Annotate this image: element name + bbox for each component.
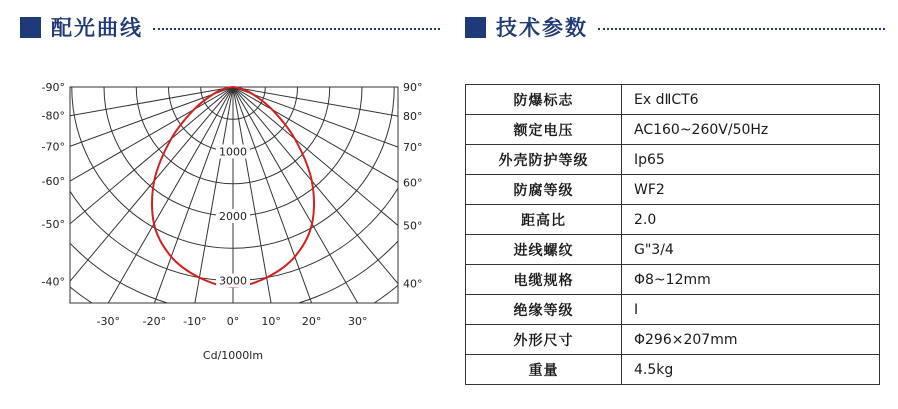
param-key: 防爆标志	[466, 85, 622, 115]
grid-radial-line	[233, 87, 460, 380]
angle-label-bottom: -10°	[183, 315, 207, 328]
param-row	[466, 85, 880, 115]
param-key: 外形尺寸	[466, 325, 622, 355]
param-value: G"3/4	[622, 235, 880, 265]
param-key: 防腐等级	[466, 175, 622, 205]
grid-radial-line	[233, 87, 460, 261]
param-key: 进线螺纹	[466, 235, 622, 265]
grid-radial-line	[0, 87, 233, 380]
angle-label-bottom: 10°	[261, 315, 281, 328]
param-key: 绝缘等级	[466, 295, 622, 325]
grid-radial-line	[0, 87, 233, 380]
param-value: Ip65	[622, 145, 880, 175]
param-row	[466, 235, 880, 265]
angle-label-left: -70°	[41, 140, 65, 154]
grid-radial-line	[233, 87, 460, 380]
angle-label-right: 60°	[403, 176, 423, 190]
angle-label-bottom: 30°	[347, 315, 368, 328]
tech-params-header	[465, 12, 885, 42]
angle-label-right: 70°	[403, 141, 423, 155]
param-row	[466, 265, 880, 295]
param-value: 4.5kg	[622, 355, 880, 385]
grid-radial-line	[0, 87, 233, 380]
param-key: 距高比	[466, 205, 622, 235]
angle-label-right: 90°	[403, 81, 423, 94]
tech-params-title: 技术参数	[496, 16, 588, 40]
param-value: Φ8~12mm	[622, 265, 880, 295]
param-row	[466, 175, 880, 205]
dotted-divider	[598, 28, 885, 30]
param-row	[466, 115, 880, 145]
light-distribution-chart	[0, 60, 460, 380]
param-value: Ex dⅡCT6	[622, 85, 880, 115]
param-row	[466, 145, 880, 175]
grid-radial-line	[59, 87, 233, 380]
grid-radial-line	[233, 87, 460, 380]
angle-label-left: -60°	[41, 175, 65, 189]
grid-radial-line	[0, 87, 233, 380]
grid-radial-line	[0, 87, 233, 380]
angle-label-bottom: 20°	[301, 315, 322, 328]
param-key: 电缆规格	[466, 265, 622, 295]
radial-tick-label: 1000	[219, 145, 247, 159]
param-value: Ⅰ	[622, 295, 880, 325]
section-square-icon	[20, 17, 41, 38]
param-row	[466, 205, 880, 235]
param-key: 外壳防护等级	[466, 145, 622, 175]
radial-tick-label: 3000	[219, 274, 247, 288]
param-key: 额定电压	[466, 115, 622, 145]
grid-radial-line	[233, 87, 460, 380]
param-row	[466, 295, 880, 325]
grid-radial-line	[233, 87, 460, 380]
angle-label-right: 80°	[403, 110, 423, 124]
param-value: Φ296×207mm	[622, 325, 880, 355]
angle-label-left: -50°	[41, 217, 65, 231]
param-value: 2.0	[622, 205, 880, 235]
unit-label: Cd/1000lm	[202, 349, 264, 362]
tech-params-table	[465, 84, 880, 385]
angle-label-right: 50°	[403, 219, 423, 233]
param-row	[466, 355, 880, 385]
angle-label-right: 40°	[403, 277, 423, 291]
light-curve-title: 配光曲线	[51, 16, 143, 40]
light-curve-header	[20, 12, 440, 42]
angle-label-bottom: -30°	[96, 315, 121, 328]
angle-label-bottom: -20°	[142, 315, 167, 328]
grid-radial-line	[0, 87, 233, 380]
angle-label-left: -40°	[41, 275, 65, 289]
param-row	[466, 325, 880, 355]
param-value: AC160~260V/50Hz	[622, 115, 880, 145]
grid-radial-line	[233, 87, 407, 380]
param-key: 重量	[466, 355, 622, 385]
section-square-icon	[465, 17, 486, 38]
dotted-divider	[153, 28, 440, 30]
polar-chart-svg	[0, 60, 460, 380]
radial-tick-label: 2000	[219, 210, 247, 223]
angle-label-left: -90°	[41, 81, 65, 94]
grid-radial-line	[0, 87, 233, 261]
angle-label-bottom: 0°	[226, 315, 240, 328]
angle-label-left: -80°	[41, 109, 65, 123]
param-value: WF2	[622, 175, 880, 205]
grid-radial-line	[233, 87, 460, 380]
